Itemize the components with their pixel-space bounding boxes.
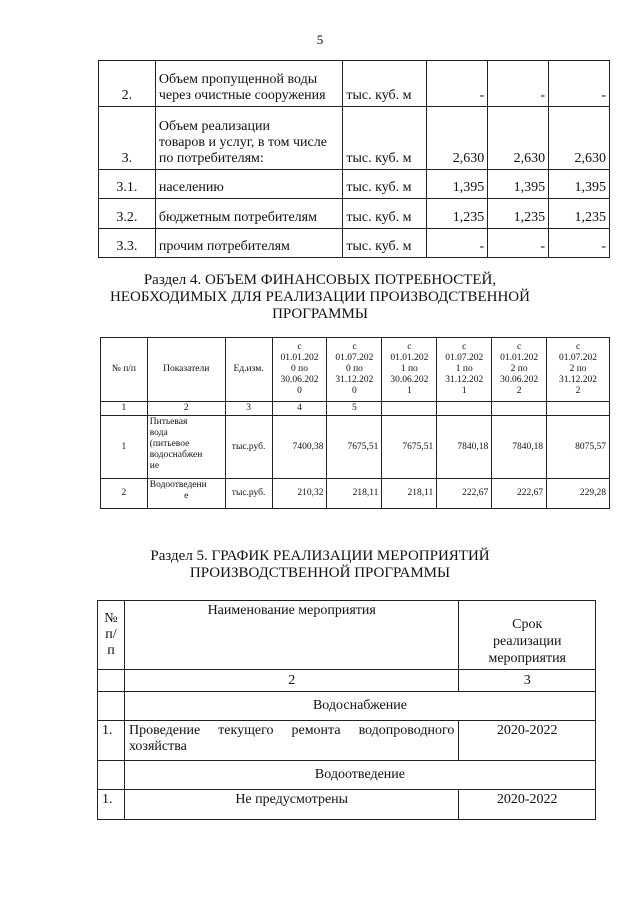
header-period-line: 01.07.202 bbox=[335, 353, 374, 363]
row-name bbox=[147, 416, 225, 479]
header-num bbox=[98, 601, 125, 670]
row-value: 7675,51 bbox=[382, 416, 437, 479]
row-value: 218,11 bbox=[327, 479, 382, 509]
group-row bbox=[98, 761, 596, 790]
header-period bbox=[492, 338, 547, 402]
group-row bbox=[98, 692, 596, 721]
header-term-line: мероприятия bbox=[488, 651, 566, 666]
row-unit: тыс. куб. м bbox=[343, 229, 427, 258]
header-period-line: 2 по bbox=[510, 364, 528, 374]
header-period-line: 01.01.202 bbox=[500, 353, 539, 363]
header-period-line: 01.07.202 bbox=[445, 353, 484, 363]
header-num-line: № bbox=[104, 611, 118, 626]
table-row bbox=[98, 790, 596, 820]
header-period-line: 2 bbox=[516, 386, 522, 396]
header-period-line: 1 bbox=[406, 386, 412, 396]
table-row bbox=[99, 229, 610, 258]
header-period-line: с bbox=[407, 342, 412, 352]
group-num-cell bbox=[98, 692, 125, 721]
row-value: 7840,18 bbox=[492, 416, 547, 479]
header-period-line: 1 bbox=[461, 386, 467, 396]
table-row bbox=[99, 170, 610, 199]
index-cell bbox=[98, 670, 125, 692]
header-period-line: с bbox=[462, 342, 467, 352]
row-name-word: Проведение bbox=[128, 723, 201, 738]
row-name-word: текущего bbox=[218, 723, 274, 738]
header-period bbox=[547, 338, 610, 402]
row-unit: тыс.руб. bbox=[225, 416, 272, 479]
row-number: 3.1. bbox=[99, 170, 156, 199]
water-volume-table bbox=[98, 60, 610, 258]
row-value: 229,28 bbox=[547, 479, 610, 509]
index-cell: 5 bbox=[327, 402, 382, 416]
section-4-title-line: ПРОГРАММЫ bbox=[272, 306, 368, 322]
row-unit: тыс. куб. м bbox=[343, 170, 427, 199]
section-4-title-line: Раздел 4. ОБЪЕМ ФИНАНСОВЫХ ПОТРЕБНОСТЕЙ, bbox=[143, 272, 497, 288]
row-label-line: через очистные сооружения bbox=[158, 88, 326, 103]
row-name-word: ремонта bbox=[291, 723, 341, 738]
header-period-line: 0 по bbox=[291, 364, 308, 374]
header-period-line: 0 bbox=[352, 386, 357, 396]
row-value: 222,67 bbox=[437, 479, 492, 509]
header-period bbox=[437, 338, 492, 402]
row-name-line: Водоотведени bbox=[149, 480, 207, 490]
row-number: 1. bbox=[98, 721, 125, 761]
row-label bbox=[155, 107, 343, 170]
row-number: 1 bbox=[101, 416, 148, 479]
row-value: - bbox=[427, 61, 488, 107]
row-name-line: ие bbox=[149, 461, 160, 471]
section-5-title-line: Раздел 5. ГРАФИК РЕАЛИЗАЦИИ МЕРОПРИЯТИЙ bbox=[150, 548, 490, 564]
table-index-row bbox=[101, 402, 610, 416]
row-name-word: водопроводного bbox=[358, 723, 455, 738]
row-value: - bbox=[549, 61, 610, 107]
index-cell bbox=[492, 402, 547, 416]
table-header-row bbox=[98, 601, 596, 670]
page-number: 5 bbox=[316, 32, 324, 47]
index-cell: 1 bbox=[101, 402, 148, 416]
row-name bbox=[124, 721, 459, 761]
section-4-title bbox=[0, 272, 640, 323]
row-label-line: товаров и услуг, в том числе bbox=[158, 135, 327, 150]
header-num: № п/п bbox=[101, 338, 148, 402]
row-value: 210,32 bbox=[272, 479, 327, 509]
row-value: 222,67 bbox=[492, 479, 547, 509]
row-unit: тыс. куб. м bbox=[343, 199, 427, 229]
index-cell: 3 bbox=[225, 402, 272, 416]
header-period-line: с bbox=[517, 342, 522, 352]
header-period-line: 1 по bbox=[400, 364, 418, 374]
index-cell: 4 bbox=[272, 402, 327, 416]
header-period-line: 30.06.202 bbox=[280, 375, 319, 385]
header-period-line: 1 по bbox=[455, 364, 473, 374]
row-name bbox=[147, 479, 225, 509]
row-name-line: (питьевое bbox=[149, 439, 190, 449]
index-cell: 2 bbox=[147, 402, 225, 416]
row-unit: тыс. куб. м bbox=[343, 107, 427, 170]
row-term: 2020-2022 bbox=[459, 721, 596, 761]
row-label: населению bbox=[155, 170, 343, 199]
group-num-cell bbox=[98, 761, 125, 790]
row-value: 7675,51 bbox=[327, 416, 382, 479]
section-5-title bbox=[0, 548, 640, 582]
header-period-line: с bbox=[297, 342, 302, 352]
table-row bbox=[99, 107, 610, 170]
group-label-water-supply: Водоснабжение bbox=[124, 692, 595, 721]
header-period-line: 31.12.202 bbox=[559, 375, 598, 385]
index-cell bbox=[547, 402, 610, 416]
header-period-line: 01.01.202 bbox=[390, 353, 429, 363]
header-unit: Ед.изм. bbox=[225, 338, 272, 402]
row-name-line: Питьевая bbox=[149, 417, 188, 427]
table-header-row bbox=[101, 338, 610, 402]
row-value: 1,235 bbox=[427, 199, 488, 229]
row-value: 218,11 bbox=[382, 479, 437, 509]
row-value: 1,395 bbox=[549, 170, 610, 199]
row-value: - bbox=[488, 229, 549, 258]
row-label: прочим потребителям bbox=[155, 229, 343, 258]
row-number: 3. bbox=[99, 107, 156, 170]
row-value: 1,395 bbox=[488, 170, 549, 199]
header-period-line: 31.12.202 bbox=[445, 375, 484, 385]
header-period-line: 30.06.202 bbox=[390, 375, 429, 385]
header-period bbox=[327, 338, 382, 402]
row-value: - bbox=[488, 61, 549, 107]
table-row bbox=[98, 721, 596, 761]
header-period-line: с bbox=[575, 342, 581, 352]
row-term: 2020-2022 bbox=[459, 790, 596, 820]
header-term-line: реализации bbox=[493, 634, 562, 649]
row-value: 7840,18 bbox=[437, 416, 492, 479]
row-value: 2,630 bbox=[427, 107, 488, 170]
row-name: Не предусмотрены bbox=[124, 790, 459, 820]
row-name-line: хозяйства bbox=[128, 739, 187, 754]
row-value: - bbox=[549, 229, 610, 258]
row-value: - bbox=[427, 229, 488, 258]
header-period-line: 30.06.202 bbox=[500, 375, 539, 385]
row-label bbox=[155, 61, 343, 107]
section-5-title-line: ПРОИЗВОДСТВЕННОЙ ПРОГРАММЫ bbox=[189, 565, 451, 581]
row-value: 1,395 bbox=[427, 170, 488, 199]
table-row bbox=[99, 61, 610, 107]
header-period-line: 01.07.202 bbox=[559, 353, 598, 363]
header-num-line: п/п bbox=[105, 627, 117, 658]
header-period-line: с bbox=[352, 342, 357, 352]
row-number: 2 bbox=[101, 479, 148, 509]
header-period-line: 31.12.202 bbox=[335, 375, 374, 385]
row-name-line: вода bbox=[149, 428, 168, 438]
row-label-line: Объем реализации bbox=[158, 119, 270, 134]
header-period-line: 2 по bbox=[569, 364, 587, 374]
header-term-line: Срок bbox=[512, 617, 543, 632]
row-number: 2. bbox=[99, 61, 156, 107]
section-4-title-line: НЕОБХОДИМЫХ ДЛЯ РЕАЛИЗАЦИИ ПРОИЗВОДСТВЕННОЙ bbox=[110, 289, 530, 305]
row-label-line: Объем пропущенной воды bbox=[158, 72, 318, 87]
row-value: 1,235 bbox=[488, 199, 549, 229]
financial-needs-table bbox=[100, 337, 610, 509]
row-value: 2,630 bbox=[549, 107, 610, 170]
row-name-line: е bbox=[184, 491, 189, 501]
row-label: бюджетным потребителям bbox=[155, 199, 343, 229]
row-value: 2,630 bbox=[488, 107, 549, 170]
header-term bbox=[459, 601, 596, 670]
row-unit: тыс.руб. bbox=[225, 479, 272, 509]
index-cell: 3 bbox=[459, 670, 596, 692]
index-cell bbox=[382, 402, 437, 416]
header-period-line: 0 bbox=[297, 386, 302, 396]
row-value: 1,235 bbox=[549, 199, 610, 229]
table-row bbox=[99, 199, 610, 229]
row-number: 3.2. bbox=[99, 199, 156, 229]
index-cell bbox=[437, 402, 492, 416]
row-value: 7400,38 bbox=[272, 416, 327, 479]
header-name: Наименование мероприятия bbox=[124, 601, 459, 670]
row-name-line: водоснабжен bbox=[149, 450, 203, 460]
table-row bbox=[101, 479, 610, 509]
table-row bbox=[101, 416, 610, 479]
group-label-water-disposal: Водоотведение bbox=[124, 761, 595, 790]
row-name-line bbox=[129, 723, 455, 739]
row-label-line: по потребителям: bbox=[158, 151, 264, 166]
header-period-line: 0 по bbox=[345, 364, 363, 374]
header-period-line: 01.01.202 bbox=[280, 353, 319, 363]
index-cell: 2 bbox=[124, 670, 459, 692]
table-index-row bbox=[98, 670, 596, 692]
row-number: 3.3. bbox=[99, 229, 156, 258]
header-period bbox=[382, 338, 437, 402]
header-indicator: Показатели bbox=[147, 338, 225, 402]
row-number: 1. bbox=[98, 790, 125, 820]
row-unit: тыс. куб. м bbox=[343, 61, 427, 107]
header-period-line: 2 bbox=[575, 386, 581, 396]
schedule-table bbox=[97, 600, 596, 820]
header-period bbox=[272, 338, 327, 402]
row-value: 8075,57 bbox=[547, 416, 610, 479]
